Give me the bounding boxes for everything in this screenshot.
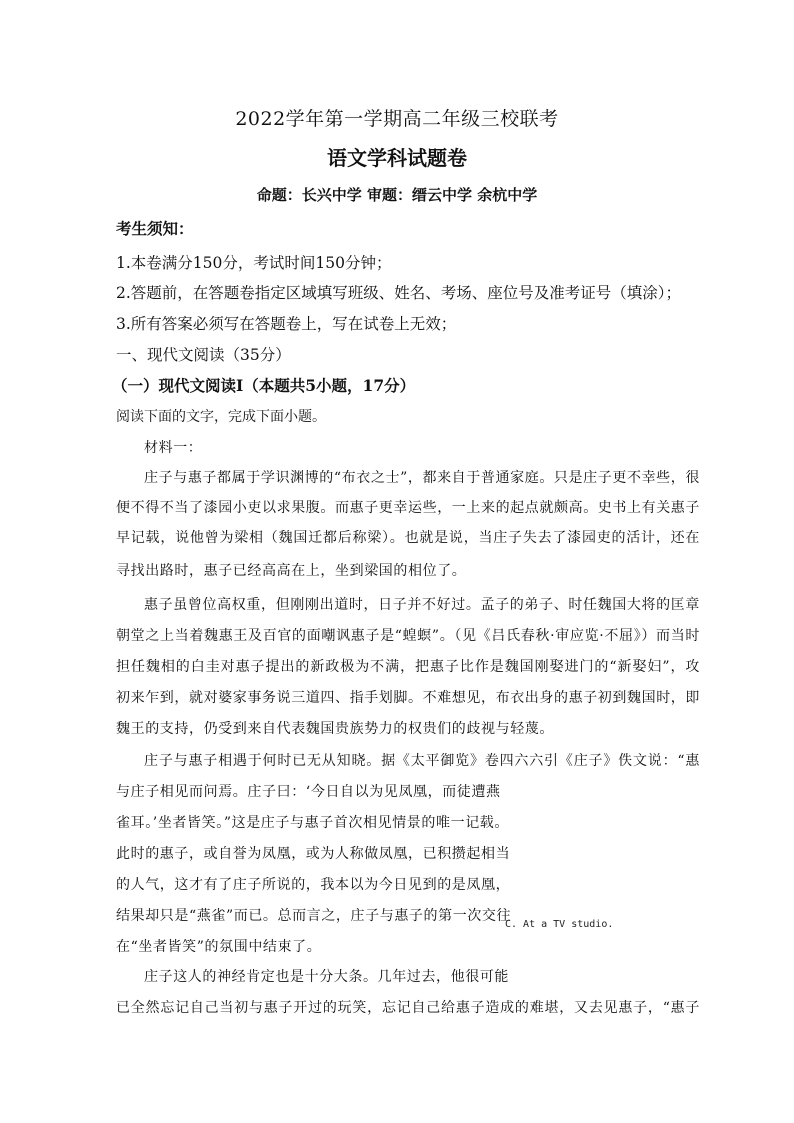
paragraph-line: 庄子这人的神经肯定也是十分大条。几年过去，他很可能 (144, 969, 509, 985)
paragraph-line: 的人气，这才有了庄子所说的，我本以为今日见到的是凤凰， (116, 877, 511, 893)
paragraph-line: 便不得不当了漆园小吏以求果腹。而惠子更幸运些，一上来的起点就颇高。史书上有关惠子 (116, 500, 700, 516)
notice-item: 2.答题前，在答题卷指定区域填写班级、姓名、考场、座位号及准考证号（填涂）； (116, 284, 682, 302)
paragraph-line: 朝堂之上当着魏惠王及百官的面嘲讽惠子是“蝗螟”。（见《吕氏春秋·审应览·不屈》）而当时 (116, 628, 700, 644)
paragraph-line: 已全然忘记自己当初与惠子开过的玩笑，忘记自己给惠子造成的难堪，又去见惠子，“惠子 (116, 1000, 700, 1016)
notice-item: 1.本卷满分150分，考试时间150分钟； (116, 254, 392, 272)
exam-credit: 命题：长兴中学 审题：缙云中学 余杭中学 (256, 186, 538, 204)
material-label: 材料一： (144, 440, 203, 456)
notice-heading: 考生须知： (116, 219, 194, 238)
paragraph-line: 在“坐者皆笑”的氛围中结束了。 (116, 939, 322, 955)
paragraph-line: 初来乍到，就对婆家事务说三道四、指手划脚。不难想见，布衣出身的惠子初到魏国时，即 (116, 690, 700, 706)
paragraph-line: 雀耳。’坐者皆笑。”这是庄子与惠子首次相见情景的唯一记载。 (116, 815, 510, 831)
subsection-heading: （一）现代文阅读Ⅰ（本题共5小题，17分） (112, 376, 416, 395)
overlay-caption: C. At a TV studio. (505, 919, 614, 930)
paragraph-line: 与庄子相见而问焉。庄子曰：‘今日自以为见凤凰，而徒遭燕 (116, 784, 501, 800)
exam-title: 2022学年第一学期高二年级三校联考 (235, 108, 559, 130)
reading-instruction: 阅读下面的文字，完成下面小题。 (116, 409, 326, 425)
paragraph-line: 寻找出路时，惠子已经高高在上，坐到梁国的相位了。 (116, 563, 467, 579)
paragraph-line: 早记载，说他曾为梁相（魏国迁都后称梁）。也就是说，当庄子失去了漆园吏的活计，还在 (116, 530, 700, 546)
paragraph-line: 庄子与惠子相遇于何时已无从知晓。据《太平御览》卷四六六引《庄子》佚文说：“惠 (144, 753, 700, 769)
paragraph-line: 惠子虽曾位高权重，但刚刚出道时，日子并不好过。孟子的弟子、时任魏国大将的匡章 (144, 597, 700, 613)
paragraph-line: 担任魏相的白圭对惠子提出的新政极为不满，把惠子比作是魏国刚娶进门的“新娶妇”，攻 (116, 659, 700, 675)
paragraph-line: 庄子与惠子都属于学识渊博的“布衣之士”，都来自于普通家庭。只是庄子更不幸些，很 (144, 470, 700, 486)
exam-subtitle: 语文学科试题卷 (327, 146, 467, 170)
section-heading: 一、现代文阅读（35分） (116, 346, 291, 364)
notice-item: 3.所有答案必须写在答题卷上，写在试卷上无效； (116, 315, 457, 333)
paragraph-line: 结果却只是“燕雀”而已。总而言之，庄子与惠子的第一次交往 (116, 908, 512, 924)
paragraph-line: 魏王的支持，仍受到来自代表魏国贵族势力的权贵们的歧视与轻蔑。 (116, 721, 554, 737)
paragraph-line: 此时的惠子，或自誉为凤凰，或为人称做凤凰，已积攒起相当 (116, 846, 511, 862)
